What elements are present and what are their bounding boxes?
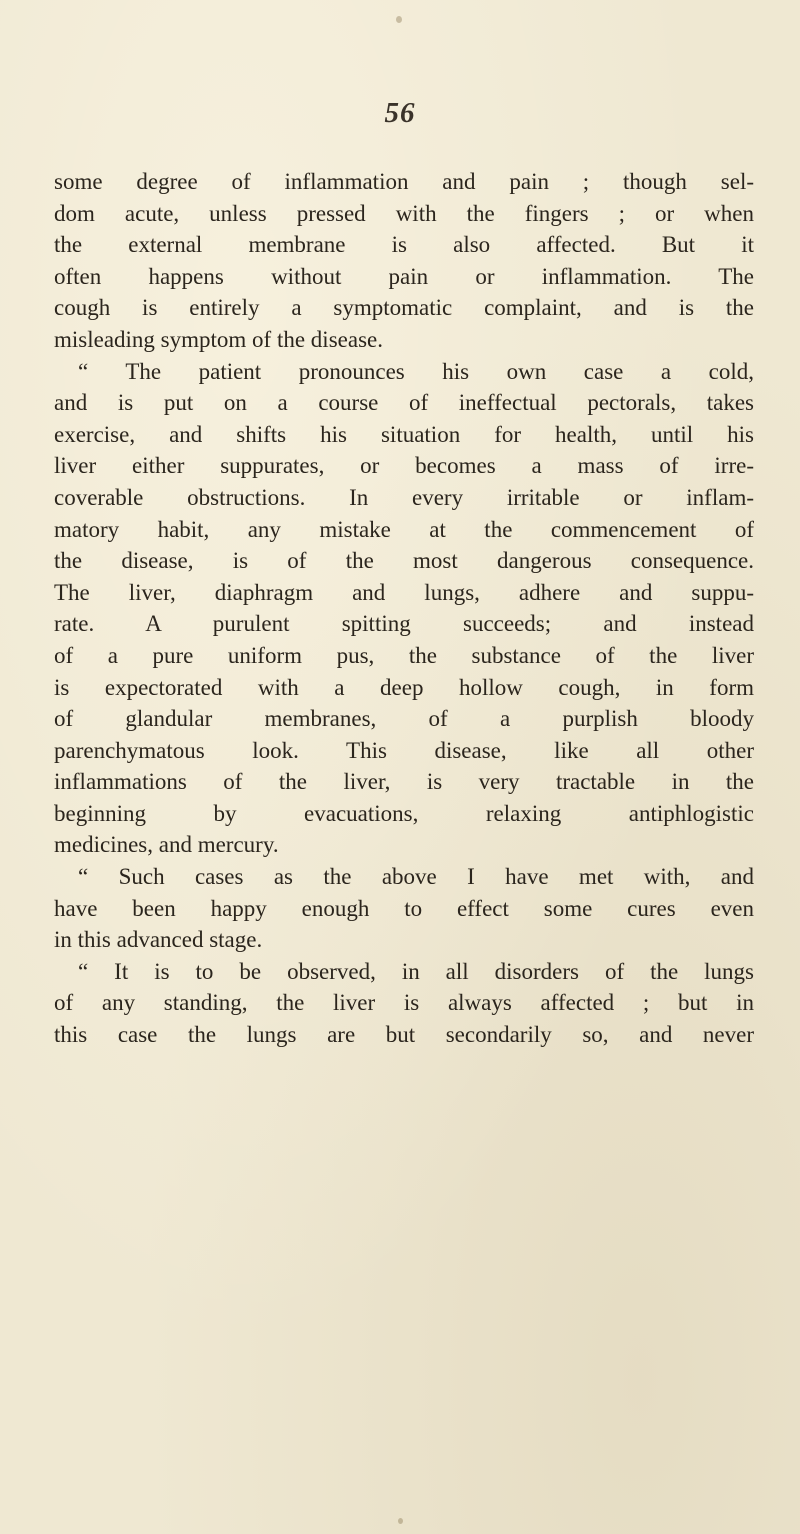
text-line: the disease, is of the most dangerous consequence.: [54, 548, 754, 574]
text-line: misleading symptom of the disease.: [54, 326, 383, 352]
text-line: in this advanced stage.: [54, 927, 263, 953]
text-line: of glandular membranes, of a purplish bloody: [54, 706, 754, 732]
paper-spot: [398, 1518, 403, 1524]
text-line: The liver, diaphragm and lungs, adhere and suppu-: [54, 579, 754, 605]
text-line: beginning by evacuations, relaxing antiphlogistic: [54, 800, 754, 826]
text-line: “ The patient pronounces his own case a cold,: [78, 358, 754, 384]
text-line: “ Such cases as the above I have met with, and: [78, 864, 754, 890]
text-line: of a pure uniform pus, the substance of the liver: [54, 642, 754, 668]
text-line: and is put on a course of ineffectual pectorals, takes: [54, 390, 754, 416]
text-line: “ It is to be observed, in all disorders of the lungs: [78, 958, 754, 984]
text-line: liver either suppurates, or becomes a mass of irre-: [54, 453, 754, 479]
text-line: cough is entirely a symptomatic complaint, and is the: [54, 295, 754, 321]
text-line: the external membrane is also affected. But it: [54, 232, 754, 258]
text-line: is expectorated with a deep hollow cough, in form: [54, 674, 754, 700]
text-line: this case the lungs are but secondarily so, and never: [54, 1022, 754, 1048]
text-line: parenchymatous look. This disease, like all other: [54, 737, 754, 763]
text-line: some degree of inflammation and pain ; though sel-: [54, 169, 754, 194]
text-line: have been happy enough to effect some cures even: [54, 895, 754, 921]
text-line: exercise, and shifts his situation for health, until his: [54, 421, 754, 447]
page-number: 56: [384, 97, 416, 129]
text-line: matory habit, any mistake at the commencement of: [54, 516, 754, 542]
text-line: dom acute, unless pressed with the fingers ; or when: [54, 200, 754, 226]
paper-spot: [396, 16, 402, 23]
text-line: inflammations of the liver, is very tractable in the: [54, 769, 754, 795]
text-line: rate. A purulent spitting succeeds; and instead: [54, 611, 754, 637]
text-line: coverable obstructions. In every irritable or inflam-: [54, 484, 754, 510]
text-line: often happens without pain or inflammation. The: [54, 263, 754, 289]
text-line: of any standing, the liver is always affected ; but in: [54, 990, 754, 1016]
body-text: [54, 166, 754, 1051]
text-line: medicines, and mercury.: [54, 832, 279, 858]
